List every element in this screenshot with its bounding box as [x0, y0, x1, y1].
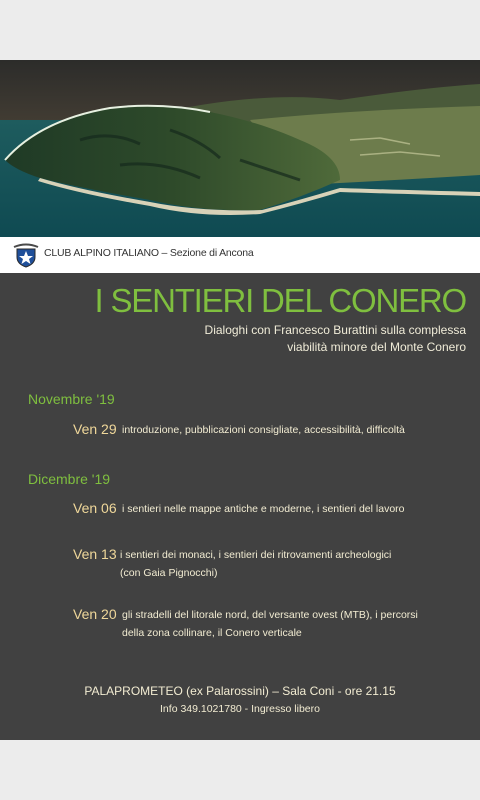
month-heading-novembre: Novembre '19: [28, 391, 115, 407]
organization-name: CLUB ALPINO ITALIANO – Sezione di Ancona: [44, 247, 254, 259]
event-poster: [0, 60, 480, 740]
organization-band: [0, 237, 480, 273]
event-venue: PALAPROMETEO (ex Palarossini) – Sala Coni - ore 21.15: [84, 684, 396, 698]
event-description-line: i sentieri dei monaci, i sentieri dei ritrovamenti archeologici: [120, 549, 392, 561]
monte-conero-aerial-photo: [0, 60, 480, 237]
event-description-line: gli stradelli del litorale nord, del versante ovest (MTB), i percorsi: [122, 609, 418, 621]
cai-shield-logo-icon: [12, 241, 40, 269]
event-date: Ven 06: [73, 500, 117, 516]
subtitle-line: viabilità minore del Monte Conero: [287, 340, 466, 354]
poster-subtitle: [146, 322, 466, 356]
event-info: Info 349.1021780 - Ingresso libero: [160, 703, 320, 715]
event-description-line: i sentieri nelle mappe antiche e moderne, i sentieri del lavoro: [122, 503, 405, 515]
month-heading-dicembre: Dicembre '19: [28, 471, 111, 487]
subtitle-line: Dialoghi con Francesco Burattini sulla complessa: [204, 323, 466, 337]
event-description-line: (con Gaia Pignocchi): [120, 567, 218, 579]
event-date: Ven 29: [73, 421, 117, 437]
event-description-line: introduzione, pubblicazioni consigliate, accessibilità, difficoltà: [122, 424, 405, 436]
event-description: [122, 421, 405, 439]
event-description-line: della zona collinare, il Conero verticale: [122, 627, 302, 639]
event-description: [120, 546, 391, 582]
event-date: Ven 13: [73, 546, 117, 562]
event-date: Ven 20: [73, 606, 117, 622]
event-description: [122, 606, 418, 642]
poster-title: I SENTIERI DEL CONERO: [94, 282, 466, 319]
event-description: [122, 500, 405, 518]
